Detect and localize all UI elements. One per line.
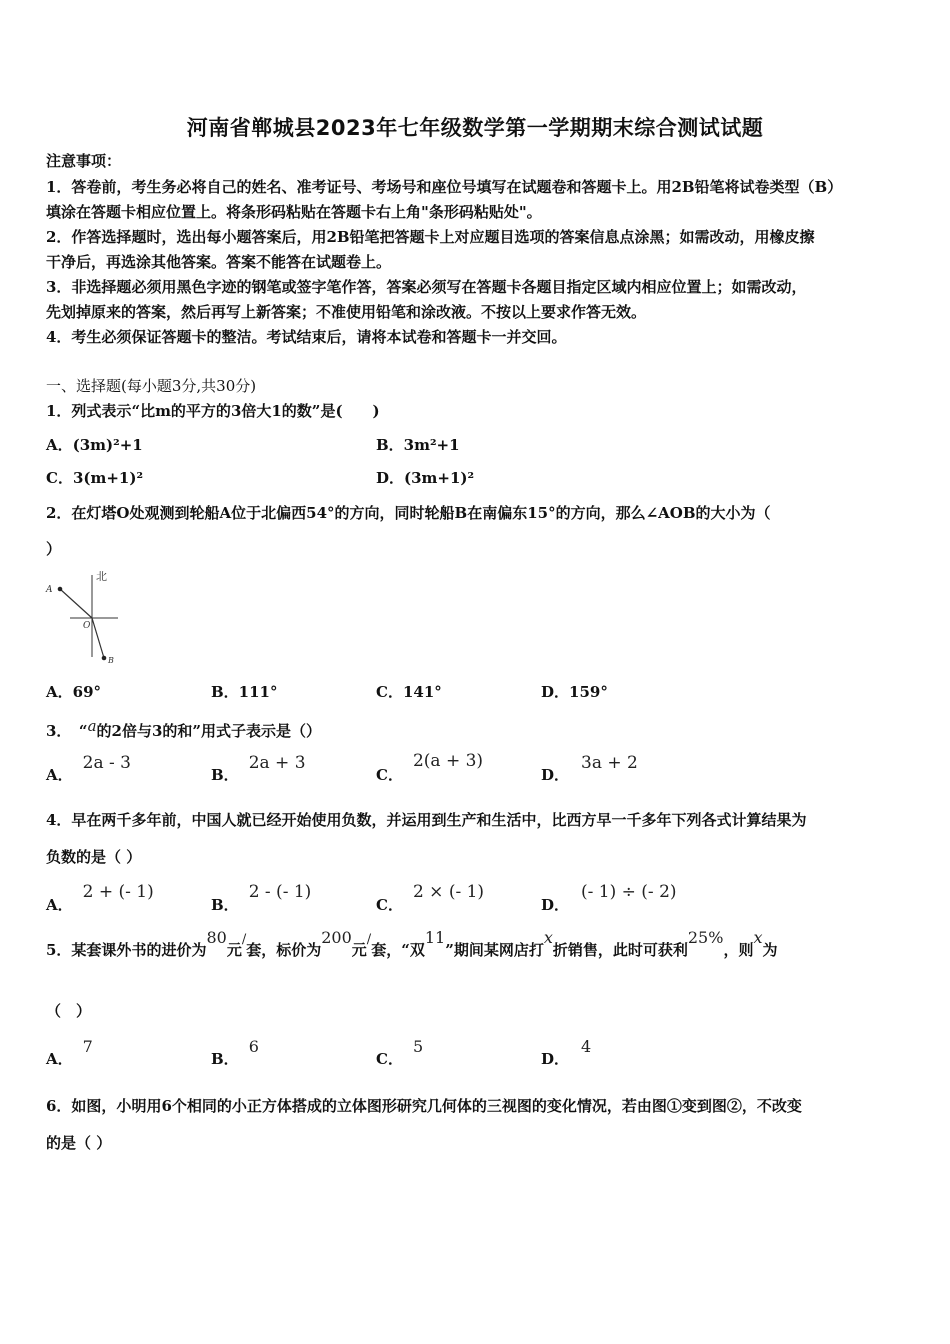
question-5-stem-end: （ ）: [46, 1002, 92, 1020]
stem-text: ”期间某网店打: [445, 941, 544, 959]
question-3-option-c: [376, 750, 484, 784]
question-2-stem-end: ）: [46, 540, 62, 558]
question-3-option-a: [46, 752, 131, 784]
list-price: 200: [321, 928, 352, 947]
option-expression: 3a + 2: [581, 753, 638, 773]
notice-line: 1．答卷前，考生务必将自己的姓名、准考证号、考场号和座位号填写在试题卷和答题卡上。用2B铅笔将试卷类型（B）: [46, 178, 843, 196]
section-heading: 一、选择题(每小题3分,共30分): [46, 377, 257, 395]
question-4-option-c: [376, 881, 485, 914]
question-4-stem: 4．早在两千多年前，中国人就已经开始使用负数，并运用到生产和生活中，比西方早一千多年下列各式计算结果为: [46, 811, 807, 829]
option-expression: 2 - (- 1): [248, 882, 312, 902]
question-1-option-b: B．3m²+1: [376, 436, 460, 454]
stem-text: 套，“双: [371, 941, 425, 959]
notice-line: 填涂在答题卡相应位置上。将条形码粘贴在答题卡右上角"条形码粘贴处"。: [46, 203, 542, 221]
slash: /: [366, 932, 372, 947]
notice-line: 2．作答选择题时，选出每小题答案后，用2B铅笔把答题卡上对应题目选项的答案信息点涂黑；如需改动，用橡皮擦: [46, 228, 815, 246]
option-label: C．: [376, 1050, 403, 1068]
label-b: B: [108, 656, 114, 665]
question-4-option-b: [211, 881, 312, 914]
option-value: 6: [248, 1037, 259, 1056]
notice-line: 先划掉原来的答案，然后再写上新答案；不准使用铅笔和涂改液。不按以上要求作答无效。: [46, 303, 647, 321]
question-1-stem: 1．列式表示“比m的平方的3倍大1的数”是( ): [46, 402, 380, 420]
north-label: 北: [96, 570, 107, 583]
option-label: D．: [541, 1050, 570, 1068]
option-expression: 2 + (- 1): [82, 882, 154, 902]
option-expression: 2 × (- 1): [412, 882, 485, 902]
label-a: A: [46, 585, 53, 595]
question-2-option-c: C．141°: [376, 683, 442, 701]
stem-text: 为: [762, 941, 778, 959]
option-expression: (- 1) ÷ (- 2): [581, 882, 677, 902]
stem-text: 元: [351, 941, 367, 959]
stem-text: 折销售，此时可获利: [552, 941, 688, 959]
question-4-option-d: [541, 881, 677, 914]
option-value: 5: [412, 1037, 424, 1056]
cost-price: 80: [206, 928, 227, 947]
variable-x: x: [543, 928, 553, 947]
question-2-stem: 2．在灯塔O处观测到轮船A位于北偏西54°的方向，同时轮船B在南偏东15°的方向，那么∠AOB的大小为（: [46, 504, 771, 522]
question-2-option-a: A．69°: [46, 683, 102, 701]
slash: /: [241, 932, 247, 947]
question-2-option-d: D．159°: [541, 683, 608, 701]
option-expression: 2a + 3: [248, 753, 306, 773]
question-6-stem: 6．如图，小明用6个相同的小正方体搭成的立体图形研究几何体的三视图的变化情况，若由图①变到图②，不改变: [46, 1097, 802, 1115]
stem-text: 元: [226, 941, 242, 959]
question-5-option-d: [541, 1036, 592, 1068]
question-3-stem-pre: 3． “: [46, 722, 88, 740]
point-a: [58, 587, 63, 592]
option-label: C．: [376, 766, 403, 784]
label-o: O: [83, 621, 91, 631]
compass-figure: [40, 565, 140, 670]
option-expression: 2a - 3: [82, 753, 131, 773]
point-b: [102, 656, 107, 661]
option-label: D．: [541, 896, 570, 914]
question-2-option-b: B．111°: [211, 683, 278, 701]
variable-x: x: [753, 928, 763, 947]
option-value: 7: [82, 1037, 93, 1056]
question-6-stem-end: 的是（ ）: [46, 1134, 112, 1152]
question-3-stem-post: 的2倍与3的和”用式子表示是（）: [96, 722, 322, 740]
question-5-option-c: [376, 1036, 424, 1068]
question-1-option-a: A．(3m)²+1: [46, 436, 143, 454]
option-label: A．: [46, 766, 73, 784]
stem-text: 套，标价为: [246, 941, 322, 959]
question-4-option-a: [46, 881, 154, 914]
option-value: 4: [581, 1037, 592, 1056]
notice-line: 4．考生必须保证答题卡的整洁。考试结束后，请将本试卷和答题卡一并交回。: [46, 328, 567, 346]
stem-text: 5．某套课外书的进价为: [46, 941, 207, 959]
question-3-variable: a: [87, 717, 97, 735]
question-1-option-c: C．3(m+1)²: [46, 469, 144, 487]
notice-line: 3．非选择题必须用黑色字迹的钢笔或签字笔作答，答案必须写在答题卡各题目指定区域内相应位置上；如需改动，: [46, 278, 807, 296]
date-number: 11: [424, 928, 446, 947]
question-3-option-d: [541, 752, 638, 784]
option-label: A．: [46, 896, 73, 914]
question-5-option-b: [211, 1036, 259, 1068]
question-3-option-b: [211, 752, 306, 784]
option-label: B．: [211, 896, 239, 914]
notice-heading: 注意事项：: [46, 152, 122, 170]
option-label: A．: [46, 1050, 73, 1068]
notice-line: 干净后，再选涂其他答案。答案不能答在试题卷上。: [46, 253, 392, 271]
question-5-stem: [46, 928, 906, 962]
option-expression: 2(a + 3): [412, 751, 484, 771]
question-3-stem: [46, 716, 321, 741]
option-label: D．: [541, 766, 570, 784]
option-label: B．: [211, 1050, 239, 1068]
page-title: 河南省郸城县2023年七年级数学第一学期期末综合测试试题: [186, 116, 764, 140]
option-label: C．: [376, 896, 403, 914]
question-4-stem-end: 负数的是（ ）: [46, 848, 142, 866]
profit-rate: 25%: [687, 928, 724, 947]
question-1-option-d: D．(3m+1)²: [376, 469, 475, 487]
stem-text: ，则: [723, 941, 754, 959]
question-5-option-a: [46, 1036, 93, 1068]
option-label: B．: [211, 766, 239, 784]
